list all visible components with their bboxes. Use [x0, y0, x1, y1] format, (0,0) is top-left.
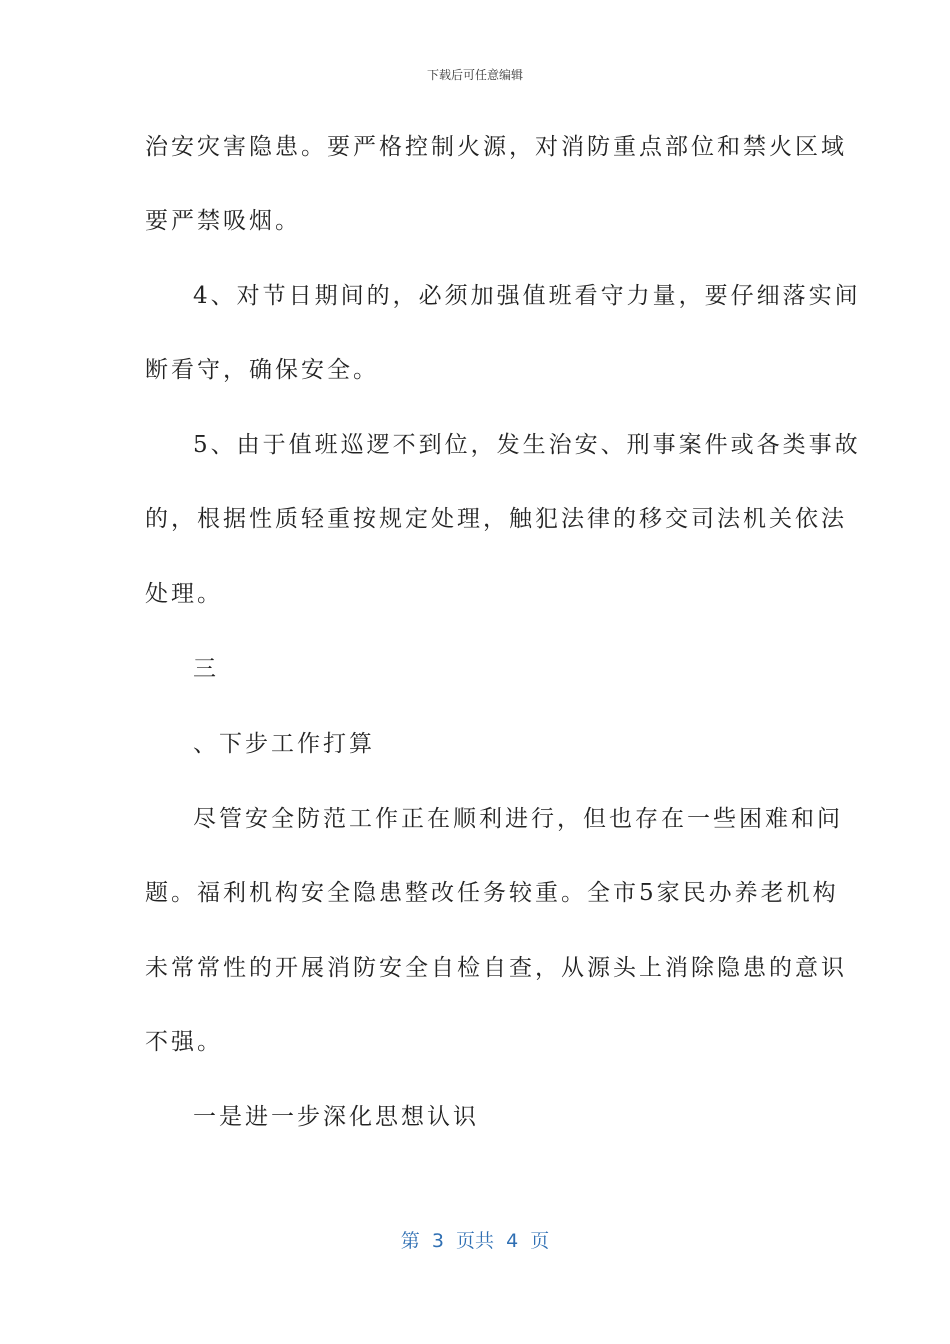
text-line-10: 尽管安全防范工作正在顺利进行，但也存在一些困难和问 — [193, 806, 843, 832]
page-header-note: 下载后可任意编辑 — [426, 68, 523, 82]
text-line-9: 、下步工作打算 — [193, 731, 375, 757]
text-line-11: 题。福利机构安全隐患整改任务较重。全市5家民办养老机构 — [145, 880, 839, 906]
text-line-6: 的，根据性质轻重按规定处理，触犯法律的移交司法机关依法 — [145, 506, 847, 532]
text-line-12: 未常常性的开展消防安全自检自查，从源头上消除隐患的意识 — [145, 955, 847, 981]
text-line-7: 处理。 — [145, 581, 223, 607]
text-line-14: 一是进一步深化思想认识 — [193, 1104, 479, 1130]
text-line-1: 治安灾害隐患。要严格控制火源，对消防重点部位和禁火区域 — [145, 134, 847, 160]
text-line-5: 5、由于值班巡逻不到位，发生治安、刑事案件或各类事故 — [193, 432, 861, 458]
text-line-3: 4、对节日期间的，必须加强值班看守力量，要仔细落实间 — [193, 283, 861, 309]
text-line-4: 断看守，确保安全。 — [145, 357, 379, 383]
text-line-13: 不强。 — [145, 1029, 223, 1055]
page-number-footer: 第 3 页共 4 页 — [400, 1230, 550, 1252]
text-line-8: 三 — [193, 656, 219, 682]
text-line-2: 要严禁吸烟。 — [145, 208, 301, 234]
